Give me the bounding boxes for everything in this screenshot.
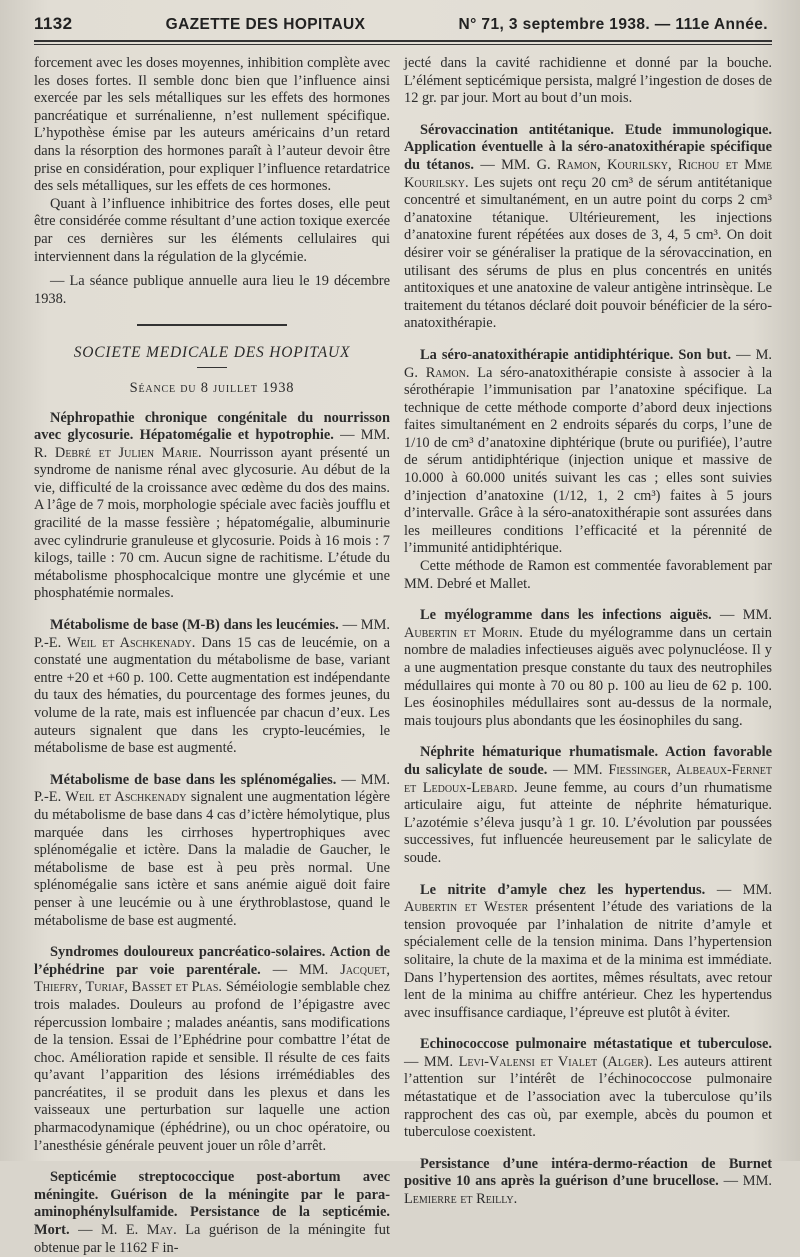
article-title: Le nitrite d’amyle chez les hypertendus. [420, 881, 706, 898]
page-header [34, 14, 772, 34]
article-authors: — MM. Aubertin et Morin. [404, 607, 772, 641]
article-authors: — MM. Jacquet, Thiefry, Turiaf, Basset et Plas. [34, 961, 390, 996]
article-body: Séméiologie semblable chez trois malades. Douleurs au profond de l’épigastre avec répercussion lombaire ; malades anéantis, sans modifications de la tension. Essai de l’Ephédrine pour combattre l’état de choc. Amélioration rapide et sensible. Il résulte de ces faits qu’avant l’apparition des lésions irrémédiables des pancréatites, il se produit dans les plexus et dans les vaisseaux une perturbation sur laquelle une action pharmacodynamique (éphédrine), ou un choc opératoire, ou l’anesthésie générale peuvent jouer un rôle d’arrêt. [34, 979, 390, 1154]
article [404, 744, 772, 867]
article-authors: — MM. Aubertin et Wester [404, 881, 772, 916]
article-title: Persistance d’une intéra-dermo-réaction de Burnet positive 10 ans après la guérison d’une brucellose. [404, 1155, 772, 1190]
article [34, 1169, 390, 1257]
article [404, 122, 772, 333]
article [404, 1036, 772, 1142]
article-title: Septicémie streptococcique post-abortum avec méningite. Guérison de la méningite par le para-aminophénylsulfamide. Persistance de la septicémie. Mort. [34, 1169, 390, 1239]
article-body: Dans 15 cas de leucémie, on a constaté une augmentation du métabolisme de base, variant entre +20 et +60 p. 100. Cette augmentation est indépendante du taux des hématies, du pourcentage des formes jeunes, du volume de la rate, mais est influencée par chacun d’eux. Les auteurs signalent que dans les crypto-leucémies, le métabolisme de base est augmenté. [34, 634, 390, 757]
article-authors: — MM. P.-E. Weil et Aschkenady [34, 771, 390, 806]
paragraph: Cette méthode de Ramon est commentée favorablement par MM. Debré et Mallet. [404, 558, 772, 592]
article-body: Jeune femme, au cours d’un rhumatisme articulaire aigu, fut atteinte de néphrite hématurique. L’azotémie s’éleva jusqu’à 1 gr. 10. L’évolution par poussées successives, fut influencée heureusement par le salicylate de soude. [404, 779, 772, 866]
article-title: Néphropathie chronique congénitale du nourrisson avec glycosurie. Hépatomégalie et hypotrophie. [34, 409, 390, 444]
announcement: — La séance publique annuelle aura lieu le 19 décembre 1938. [34, 273, 390, 307]
article-authors: — MM. R. Debré et Julien Marie. [34, 427, 390, 461]
article-authors: — MM. G. Ramon, Kourilsky, Richou et Mme Kourilsky. [404, 156, 772, 191]
issue-info: N° 71, 3 septembre 1938. — 111e Année. [458, 16, 768, 33]
page-number: 1132 [34, 14, 73, 33]
columns [34, 55, 772, 1257]
article-body: La guérison de la méningite fut obtenue par le 1162 F in- [34, 1222, 390, 1256]
article-title: Sérovaccination antitétanique. Etude immunologique. Application éventuelle à la séro-anatoxithérapie spécifique du tétanos. [404, 121, 772, 173]
left-column [34, 55, 390, 1257]
article [34, 772, 390, 930]
session-date: Séance du 8 juillet 1938 [129, 379, 295, 396]
article-title: Syndromes douloureux pancréatico-solaires. Action de l’éphédrine par voie parentérale. [34, 944, 390, 978]
section-title: SOCIETE MEDICALE DES HOPITAUX [73, 344, 351, 362]
article-authors: — MM. P.-E. Weil et Aschkenady. [34, 617, 390, 651]
article [34, 410, 390, 604]
article [34, 617, 390, 758]
article [34, 944, 390, 1155]
article-authors: — MM. Fiessinger, Albeaux-Fernet et Ledoux-Lebard. [404, 761, 772, 796]
article-body: La séro-anatoxithérapie consiste à associer à la sérothérapie l’immunisation par l’anatoxine spécifique. La technique de cette méthode comporte d’abord deux injections faites simultanément en 2 endroits séparés du corps, l’une de 1/10 de cm³ d’anatoxine diphtérique (brute ou purifiée), l’autre de sérum antidiphtérique (injection unique et massive de 10.000 à 60.000 unités suivant les cas ; elles sont suivies d’injection d’anatoxine (1/12, 1, 2 cm³) faites à 5 jours d’intervalle. Grâce à la séro-anatoxithérapie sont assurées dans les meilleures conditions l’efficacité et la pérennité de l’immunité antidiphtérique. [404, 364, 772, 557]
short-divider [197, 367, 227, 368]
header-rule [34, 40, 772, 45]
article-authors: — MM. Levi-Valensi et Vialet (Alger). [404, 1053, 653, 1070]
article [404, 607, 772, 730]
article-title: Echinococcose pulmonaire métastatique et tuberculose. [420, 1036, 772, 1053]
paragraph: forcement avec les doses moyennes, inhibition complète avec les doses fortes. Il semble donc bien que l’influence ainsi exercée par les sels métalliques sur les effets des hormones pancréatique et surrénalienne, n’est nullement spécifique. L’hypothèse émise par les auteurs américains d’un retard dans la résorption des hormones paraît à l’auteur devoir être prise en considération, pour expliquer l’influence retardatrice des sels métalliques, sur les effets de ces hormones. [34, 55, 390, 195]
paragraph: jecté dans la cavité rachidienne et donné par la bouche. L’élément septicémique persista, malgré l’ingestion de doses de 12 gr. par jour. Mort au bout d’un mois. [404, 55, 772, 107]
article-body: Les sujets ont reçu 20 cm³ de sérum antitétanique concentré et simultanément, en un autre point du corps 2 cm³ d’anatoxine tétanique. Ultérieurement, les injections d’anatoxine furent répétées aux doses de 3, 4, 5 cm³. On doit désirer voir se généraliser la pratique de la sérovaccination, en utilisant des sérums de plus en plus concentrés en unités antitoxiques et une anatoxine de valeur antigène intrinsèque. Le traitement du tétanos déclaré doit pouvoir bénéficier de la séro-anatoxithérapie. [404, 174, 772, 332]
section-divider [137, 324, 287, 326]
article [404, 1156, 772, 1209]
article-authors: — MM. Lemierre et Reilly. [404, 1173, 772, 1208]
article-title: Métabolisme de base (M-B) dans les leucémies. [50, 617, 339, 634]
article-title: Néphrite hématurique rhumatismale. Action favorable du salicylate de soude. [404, 744, 772, 778]
article-title: Métabolisme de base dans les splénomégalies. [50, 771, 337, 788]
article-authors: — M. E. May. [78, 1222, 177, 1239]
journal-title: GAZETTE DES HOPITAUX [165, 16, 366, 33]
article-body: signalent une augmentation légère du métabolisme de base dans 4 cas d’ictère hémolytique, plus marquée dans les cirrhoses hypertrophiques avec splénomégalie et ictère. Dans la maladie de Gaucher, le métabolisme de base est à peu près normal. Une splénomégalie sans ictère et sans anémie aiguë doit faire penser à une leucémie ou à une érythroblastose, quand le métabolisme de base est augmenté. [34, 789, 390, 929]
right-column [404, 55, 772, 1257]
paragraph: Quant à l’influence inhibitrice des fortes doses, elle peut être considérée comme résultant d’une action toxique exercée par ces dernières sur les éléments cellulaires qui interviennent dans la régulation de la glycémie. [34, 195, 390, 265]
article-body: Nourrisson ayant présenté un syndrome de nanisme rénal avec glycosurie. Au début de la vie, difficulté de la croissance avec œdème du dos des mains. A l’âge de 7 mois, morphologie spéciale avec faciès joufflu et gracilité de la masse fessière ; hépatomégalie, albuminurie avec cylindrurie granuleuse et glycosurie. Poids à 16 mois : 7 kilogs, taille : 70 cm. Aucun signe de rachitisme. L’étude du métabolisme phosphocalcique montre une glycémie et une phosphatémie normales. [34, 444, 390, 602]
article [404, 347, 772, 558]
article-authors: — M. G. Ramon. [404, 346, 772, 381]
article-body: présentent l’étude des variations de la tension provoquée par l’inhalation de nitrite d’amyle et spécialement celle de la tension minima. Dans l’hypertension solitaire, la chute de la maxima et de la minima est immédiate. Dans l’hypertension des aortites, mêmes résultats, avec retour lent de la minima au chiffre antérieur. Chez les hypertendus avec insuffisance cardiaque, l’épreuve est plutôt à éviter. [404, 899, 772, 1021]
article [404, 882, 772, 1023]
article-body: Etude du myélogramme dans un certain nombre de maladies infectieuses aiguës avec polynucléose. Il y a une augmentation presque constante du taux des neutrophiles médullaires qui monte à 70 ou 80 p. 100 au lieu de 62 p. 100. Les éosinophiles médullaires sont au-dessus de la normale, mais toujours plus abondants que les éosinophiles du sang. [404, 624, 772, 729]
article-title: Le myélogramme dans les infections aiguës. [420, 607, 712, 624]
article-title: La séro-anatoxithérapie antidiphtérique. Son but. [420, 346, 732, 363]
article-body: Les auteurs attirent l’attention sur l’intérêt de l’échinococcose pulmonaire métastatique et de l’association avec la tuberculose qu’ils rapprochent des cas où, par exemple, abcès du poumon et tuberculose coexistent. [404, 1053, 772, 1141]
